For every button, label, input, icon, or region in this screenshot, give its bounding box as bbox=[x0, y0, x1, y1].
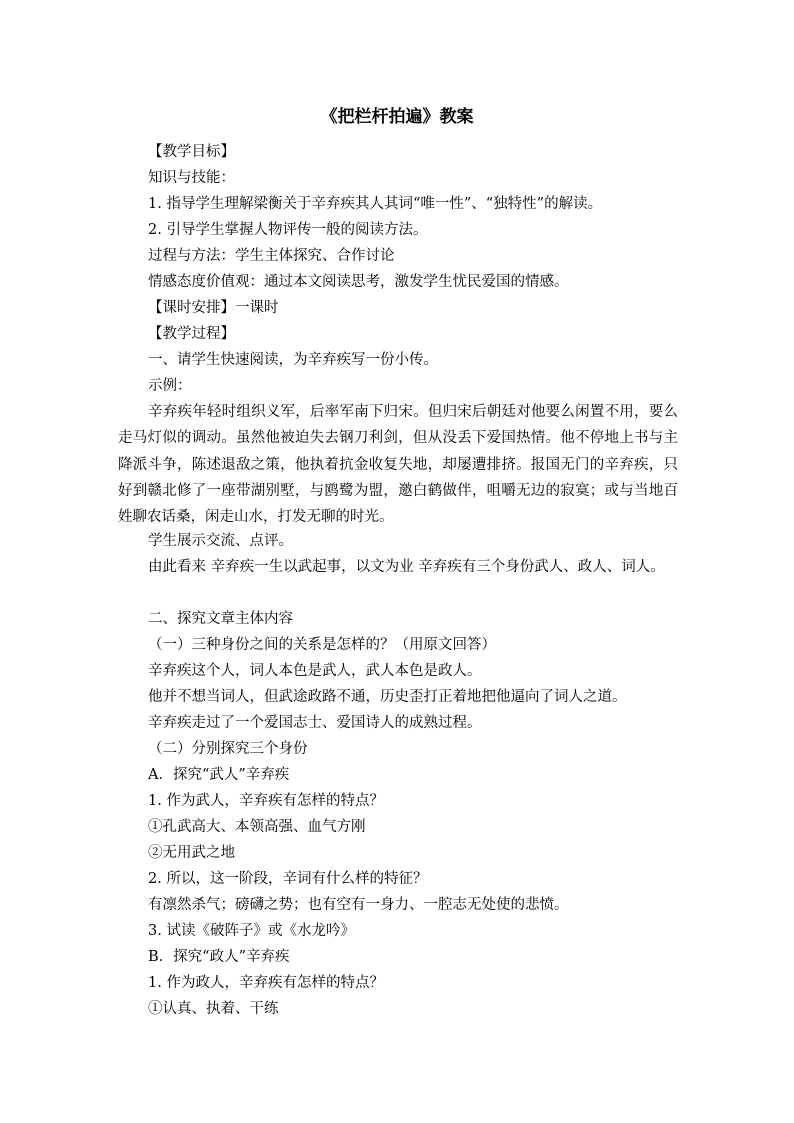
summary-paragraph: 由此看来 辛弃疾一生以武起事，以文为业 辛弃疾有三个身份武人、政人、词人。 bbox=[148, 559, 665, 575]
text-line: 2. 引导学生掌握人物评传一般的阅读方法。 bbox=[148, 222, 428, 238]
text-line: 辛弃疾走过了一个爱国志士、爱国诗人的成熟过程。 bbox=[148, 715, 482, 731]
text-line: 3. 试读《破阵子》或《水龙吟》 bbox=[148, 923, 355, 939]
document-title: 《把栏杆拍遍》教案 bbox=[320, 107, 474, 127]
text-line: 1. 指导学生理解梁衡关于辛弃疾其人其词“唯一性”、“独特性”的解读。 bbox=[148, 196, 603, 212]
text-line: 知识与技能： bbox=[148, 170, 235, 186]
text-line: 辛弃疾这个人，词人本色是武人，武人本色是政人。 bbox=[148, 663, 482, 679]
text-line: 情感态度价值观：通过本文阅读思考，激发学生忧民爱国的情感。 bbox=[148, 274, 569, 290]
text-line: ①认真、执着、干练 bbox=[148, 1001, 279, 1017]
text-line: 过程与方法：学生主体探究、合作讨论 bbox=[148, 248, 395, 264]
text-line: 学生展示交流、点评。 bbox=[148, 533, 293, 549]
sub-heading: （一）三种身份之间的关系是怎样的？（用原文回答） bbox=[148, 637, 496, 653]
section-heading-schedule: 【课时安排】一课时 bbox=[148, 300, 279, 316]
text-line: 1. 作为政人，辛弃疾有怎样的特点？ bbox=[148, 975, 384, 991]
section-heading-process: 【教学过程】 bbox=[148, 326, 235, 342]
text-line: B．探究“政人”辛弃疾 bbox=[148, 949, 290, 965]
text-line: 他并不想当词人，但武途政路不通，历史歪打正着地把他逼向了词人之道。 bbox=[148, 689, 627, 705]
text-line: 一、请学生快速阅读，为辛弃疾写一份小传。 bbox=[148, 352, 438, 368]
section-heading-explore: 二、探究文章主体内容 bbox=[148, 611, 293, 627]
text-line: ②无用武之地 bbox=[148, 845, 235, 861]
text-line: 有凛然杀气；磅礴之势；也有空有一身力、一腔志无处使的悲愤。 bbox=[148, 897, 569, 913]
text-line: 2. 所以，这一阶段，辛词有什么样的特征？ bbox=[148, 871, 428, 887]
text-line: 示例： bbox=[148, 378, 192, 394]
text-line: A．探究“武人”辛弃疾 bbox=[148, 767, 290, 783]
text-line: ①孔武高大、本领高强、血气方刚 bbox=[148, 819, 366, 835]
text-line: 1. 作为武人，辛弃疾有怎样的特点？ bbox=[148, 793, 384, 809]
sub-heading: （二）分别探究三个身份 bbox=[148, 741, 308, 757]
example-paragraph: 辛弃疾年轻时组织义军，后率军南下归宋。但归宋后朝廷对他要么闲置不用，要么走马灯似的调动。虽然他被迫失去钢刀利剑，但从没丢下爱国热情。他不停地上书与主降派斗争，陈述退敌之策，他执着抗金收复失地，却屡遭排挤。报国无门的辛弃疾，只好到赣北修了一座带湖别墅，与鸥鹭为盟，邀白鹤做伴，咀嚼无边的寂寞；或与当地百姓聊农话桑，闲走山水，打发无聊的时光。 bbox=[118, 404, 678, 526]
section-heading-objectives: 【教学目标】 bbox=[148, 144, 235, 160]
